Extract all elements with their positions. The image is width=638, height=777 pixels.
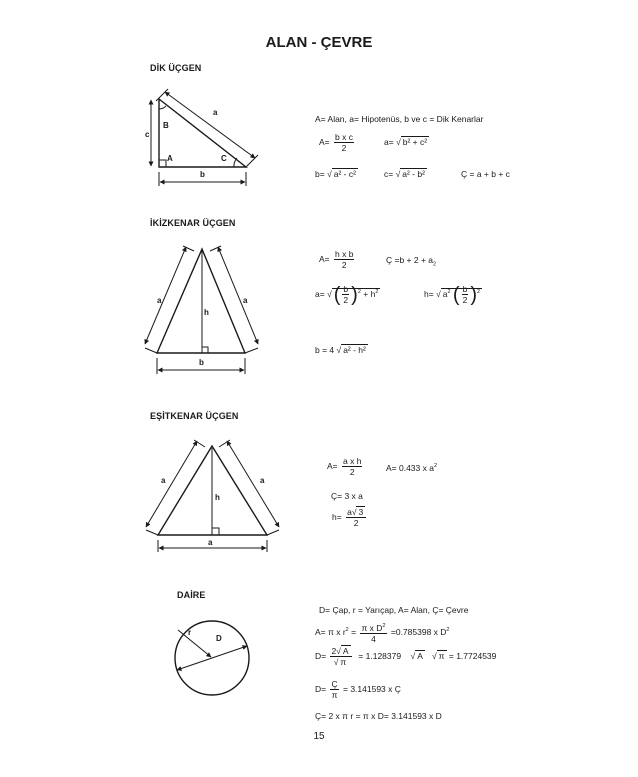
iso-area-formula: A= $\frac{\text{h x b}}{2}$ <box>319 249 354 270</box>
right-b-formula: b= √ a² - c² <box>315 169 356 179</box>
eq-label-a-right: a <box>260 476 265 485</box>
circle-perimeter-formula: Ç= 2 x π r = π x D= 3.141593 x D <box>315 711 442 721</box>
label-B: B <box>163 121 169 130</box>
circle-d2-formula: D= $\frac{Ç}{\pi}$ = 3.141593 x Ç <box>315 679 401 700</box>
eq-perimeter-formula: Ç= 3 x a <box>331 491 363 501</box>
eq-label-a-left: a <box>161 476 166 485</box>
label-a: a <box>213 108 218 117</box>
label-C: C <box>221 154 227 163</box>
iso-h-formula: h= √ $a^2$ ( $\frac{b}{2}$ )$^2$ <box>424 283 481 306</box>
equilateral-heading: EŞİTKENAR ÜÇGEN <box>150 411 239 421</box>
eq-h-formula: h= $\frac{a√ 3}{2}$ <box>332 507 368 528</box>
iso-perimeter-formula: Ç $=b + 2 + a_2$ <box>386 255 437 268</box>
circle-area-formula: A= π x $r^2$ = $\frac{\pi x D^2}{4}$ =0.785398 x $D^2$ <box>315 623 450 644</box>
circle-label-r: r <box>188 628 192 637</box>
right-hyp-formula: a= √ b² + c² <box>384 137 428 147</box>
eq-label-h: h <box>215 493 220 502</box>
eq-area-formula: A= $\frac{\text{a x h}}{2}$ <box>327 456 362 477</box>
eq-label-a-bottom: a <box>208 538 213 547</box>
right-legend: A= Alan, a= Hipotenüs, b ve c = Dik Kenarlar <box>315 114 484 124</box>
iso-a-formula: a= √ ( $\frac{b}{2}$ )$^2 + h^2$ <box>315 283 379 306</box>
eq-area2-formula: A= 0.433 x $a^2$ <box>386 463 438 473</box>
iso-label-b: b <box>199 358 204 367</box>
right-triangle-heading: DİK ÜÇGEN <box>150 63 202 73</box>
right-c-formula: c= √ a² - b² <box>384 169 425 179</box>
label-A: A <box>167 154 173 163</box>
isosceles-heading: İKİZKENAR ÜÇGEN <box>150 218 236 228</box>
page-number: 15 <box>313 731 325 742</box>
label-c: c <box>145 130 150 139</box>
circle-heading: DAİRE <box>177 590 206 600</box>
label-b: b <box>200 170 205 179</box>
iso-label-a-left: a <box>157 296 162 305</box>
iso-label-h: h <box>204 308 209 317</box>
iso-b-formula: b = 4 √ a² - h² <box>315 345 366 355</box>
page-title: ALAN - ÇEVRE <box>265 34 373 51</box>
iso-label-a-right: a <box>243 296 248 305</box>
right-area-formula: A= $\frac{\text{b x c}}{2}$ <box>319 132 353 153</box>
right-perimeter-formula: Ç = a + b + c <box>461 169 510 179</box>
circle-d1-formula: D= $\frac{2√ A}{√ \pi}$ = 1.128379 √ A √ π = 1.7724539 <box>315 646 497 667</box>
circle-label-D: D <box>216 634 222 643</box>
circle-legend: D= Çap, r = Yarıçap, A= Alan, Ç= Çevre <box>319 605 469 615</box>
